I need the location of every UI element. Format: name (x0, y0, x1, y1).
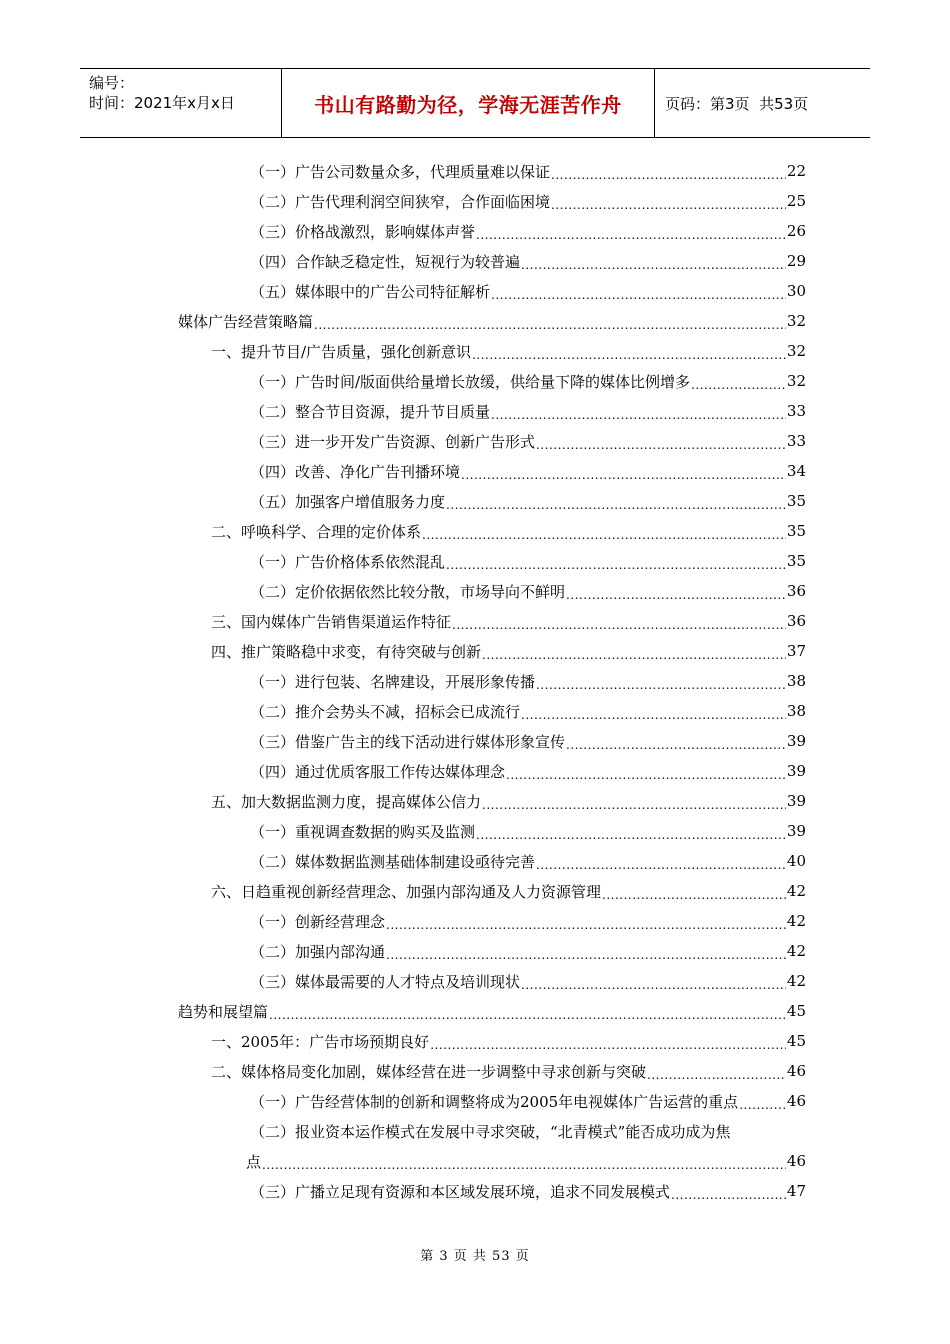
toc-entry-page: 47 (786, 1182, 806, 1200)
toc-entry[interactable] (178, 666, 806, 696)
toc-entry-page: 39 (786, 822, 806, 840)
toc-leader-dots (551, 164, 786, 186)
page-header (80, 68, 870, 138)
toc-entry[interactable] (178, 396, 806, 426)
toc-entry-label: （一）创新经营理念 (250, 912, 386, 931)
toc-entry-label: （二）媒体数据监测基础体制建设亟待完善 (250, 852, 536, 871)
toc-entry-page: 45 (786, 1032, 806, 1050)
toc-entry-label: （三）广播立足现有资源和本区域发展环境，追求不同发展模式 (250, 1182, 671, 1201)
toc-leader-dots (446, 494, 786, 516)
toc-entry[interactable] (178, 486, 806, 516)
toc-entry[interactable] (178, 906, 806, 936)
header-meta (80, 69, 282, 137)
toc-leader-dots (739, 1094, 786, 1116)
toc-leader-dots (521, 254, 786, 276)
toc-entry[interactable] (178, 1056, 806, 1086)
toc-entry-label: 五、加大数据监测力度，提高媒体公信力 (211, 792, 482, 811)
toc-entry-label: 三、国内媒体广告销售渠道运作特征 (211, 612, 452, 631)
toc-leader-dots (602, 884, 786, 906)
toc-entry-page: 22 (786, 162, 806, 180)
toc-entry-label: （五）媒体眼中的广告公司特征解析 (250, 282, 491, 301)
toc-leader-dots (551, 194, 786, 216)
toc-entry-label: （三）进一步开发广告资源、创新广告形式 (250, 432, 536, 451)
toc-entry-page: 32 (786, 342, 806, 360)
serial-label: 编号： (89, 74, 135, 92)
toc-leader-dots (671, 1184, 786, 1206)
toc-entry[interactable] (178, 216, 806, 246)
page-footer: 第 3 页 共 53 页 (420, 1249, 530, 1264)
toc-entry[interactable] (178, 726, 806, 756)
toc-entry[interactable] (178, 816, 806, 846)
toc-entry[interactable] (178, 1176, 806, 1206)
toc-entry-page: 32 (786, 312, 806, 330)
toc-entry-page: 32 (786, 372, 806, 390)
toc-entry-label: （四）改善、净化广告刊播环境 (250, 462, 461, 481)
toc-entry-page: 33 (786, 432, 806, 450)
toc-leader-dots (691, 374, 786, 396)
toc-leader-dots (566, 584, 786, 606)
toc-leader-dots (506, 764, 786, 786)
toc-entry-page: 39 (786, 762, 806, 780)
toc-entry[interactable] (178, 846, 806, 876)
toc-entry-page: 25 (786, 192, 806, 210)
toc-entry[interactable] (178, 516, 806, 546)
toc-entry[interactable] (178, 246, 806, 276)
toc-entry-label: （四）合作缺乏稳定性，短视行为较普遍 (250, 252, 521, 271)
toc-entry-label: （二）定价依据依然比较分散，市场导向不鲜明 (250, 582, 566, 601)
toc-leader-dots (476, 224, 786, 246)
toc-leader-dots (482, 794, 786, 816)
toc-entry-page: 40 (786, 852, 806, 870)
toc-leader-dots (452, 614, 786, 636)
toc-entry-label: 一、2005年：广告市场预期良好 (211, 1032, 430, 1051)
toc-entry-label: （三）媒体最需要的人才特点及培训现状 (250, 972, 521, 991)
toc-entry[interactable] (178, 546, 806, 576)
toc-entry-label: 二、呼唤科学、合理的定价体系 (211, 522, 422, 541)
toc-leader-dots (314, 314, 786, 336)
toc-leader-dots (536, 674, 786, 696)
toc-entry-page: 42 (786, 942, 806, 960)
toc-entry[interactable] (178, 606, 806, 636)
toc-entry-page: 46 (786, 1152, 806, 1170)
date-label: 时间：2021年x月x日 (89, 94, 235, 112)
toc-entry-label: 点 (246, 1152, 262, 1171)
toc-entry-page: 38 (786, 672, 806, 690)
toc-leader-dots (386, 944, 786, 966)
header-motto: 书山有路勤为径，学海无涯苦作舟 (282, 69, 655, 137)
toc-entry-label: （二）整合节目资源，提升节目质量 (250, 402, 491, 421)
toc-entry-page: 42 (786, 912, 806, 930)
toc-entry[interactable] (178, 306, 806, 336)
toc-entry-page: 46 (786, 1062, 806, 1080)
toc-entry[interactable] (178, 576, 806, 606)
toc-entry-page: 38 (786, 702, 806, 720)
toc-entry[interactable] (178, 456, 806, 486)
toc-entry[interactable] (178, 1116, 806, 1146)
toc-leader-dots (472, 344, 786, 366)
toc-entry-label: （二）加强内部沟通 (250, 942, 386, 961)
toc-entry-label: （五）加强客户增值服务力度 (250, 492, 446, 511)
toc-leader-dots (476, 824, 786, 846)
toc-entry[interactable] (178, 1146, 806, 1176)
toc-entry[interactable] (178, 366, 806, 396)
toc-entry-label: （一）广告公司数量众多，代理质量难以保证 (250, 162, 551, 181)
toc-entry[interactable] (178, 996, 806, 1026)
toc-entry[interactable] (178, 186, 806, 216)
toc-entry[interactable] (178, 156, 806, 186)
toc-entry-page: 35 (786, 522, 806, 540)
toc-entry[interactable] (178, 966, 806, 996)
toc-entry-page: 42 (786, 972, 806, 990)
toc-entry-page: 33 (786, 402, 806, 420)
toc-entry-page: 37 (786, 642, 806, 660)
toc-entry-page: 42 (786, 882, 806, 900)
toc-leader-dots (521, 704, 786, 726)
toc-leader-dots (430, 1034, 786, 1056)
toc-entry-page: 39 (786, 792, 806, 810)
toc-entry-page: 35 (786, 552, 806, 570)
toc-leader-dots (536, 854, 786, 876)
toc-entry-label: （一）进行包装、名牌建设，开展形象传播 (250, 672, 536, 691)
toc-leader-dots (482, 644, 786, 666)
toc-leader-dots (269, 1004, 786, 1026)
toc-entry-label: （一）重视调查数据的购买及监测 (250, 822, 476, 841)
toc-entry-label: （二）报业资本运作模式在发展中寻求突破，“北青模式”能否成功成为焦 (250, 1122, 731, 1141)
toc-entry-label: （二）推介会势头不减，招标会已成流行 (250, 702, 521, 721)
toc-entry-page: 29 (786, 252, 806, 270)
toc-entry-label: 四、推广策略稳中求变，有待突破与创新 (211, 642, 482, 661)
toc-leader-dots (262, 1154, 786, 1176)
toc-entry[interactable] (178, 636, 806, 666)
toc-entry[interactable] (178, 426, 806, 456)
toc-leader-dots (647, 1064, 786, 1086)
toc-entry-page: 26 (786, 222, 806, 240)
toc-entry-page: 30 (786, 282, 806, 300)
toc-leader-dots (491, 404, 786, 426)
toc-entry-label: （三）借鉴广告主的线下活动进行媒体形象宣传 (250, 732, 566, 751)
toc-entry-page: 36 (786, 612, 806, 630)
toc-entry-page: 34 (786, 462, 806, 480)
toc-entry[interactable] (178, 786, 806, 816)
toc-entry-page: 36 (786, 582, 806, 600)
toc-entry-page: 45 (786, 1002, 806, 1020)
toc-leader-dots (461, 464, 786, 486)
toc-leader-dots (536, 434, 786, 456)
toc-entry-page: 35 (786, 492, 806, 510)
toc-entry[interactable] (178, 276, 806, 306)
toc-entry[interactable] (178, 696, 806, 726)
toc-entry[interactable] (178, 876, 806, 906)
toc-entry-label: （一）广告时间/版面供给量增长放缓，供给量下降的媒体比例增多 (250, 372, 691, 391)
toc-entry-label: （三）价格战激烈，影响媒体声誉 (250, 222, 476, 241)
toc-entry-label: 趋势和展望篇 (178, 1002, 269, 1021)
toc-entry[interactable] (178, 756, 806, 786)
toc-entry-label: （二）广告代理利润空间狭窄，合作面临困境 (250, 192, 551, 211)
toc-leader-dots (521, 974, 786, 996)
toc-entry-label: （一）广告价格体系依然混乱 (250, 552, 446, 571)
toc-leader-dots (446, 554, 786, 576)
toc-entry[interactable] (178, 1026, 806, 1056)
toc-entry[interactable] (178, 336, 806, 366)
toc-entry-label: （一）广告经营体制的创新和调整将成为2005年电视媒体广告运营的重点 (250, 1092, 739, 1111)
toc-entry-page: 39 (786, 732, 806, 750)
toc-entry-label: 六、日趋重视创新经营理念、加强内部沟通及人力资源管理 (211, 882, 602, 901)
page-code-text: 页码：第3页 共53页 (665, 94, 809, 113)
toc-entry[interactable] (178, 936, 806, 966)
header-page-code (655, 69, 870, 137)
toc-entry-label: （四）通过优质客服工作传达媒体理念 (250, 762, 506, 781)
toc-entry[interactable] (178, 1086, 806, 1116)
toc-leader-dots (491, 284, 786, 306)
toc-entry-label: 媒体广告经营策略篇 (178, 312, 314, 331)
toc-entry-label: 一、提升节目/广告质量，强化创新意识 (211, 342, 472, 361)
toc-entry-label: 二、媒体格局变化加剧，媒体经营在进一步调整中寻求创新与突破 (211, 1062, 647, 1081)
toc-leader-dots (386, 914, 786, 936)
toc-leader-dots (422, 524, 786, 546)
toc-leader-dots (566, 734, 786, 756)
toc-entry-page: 46 (786, 1092, 806, 1110)
